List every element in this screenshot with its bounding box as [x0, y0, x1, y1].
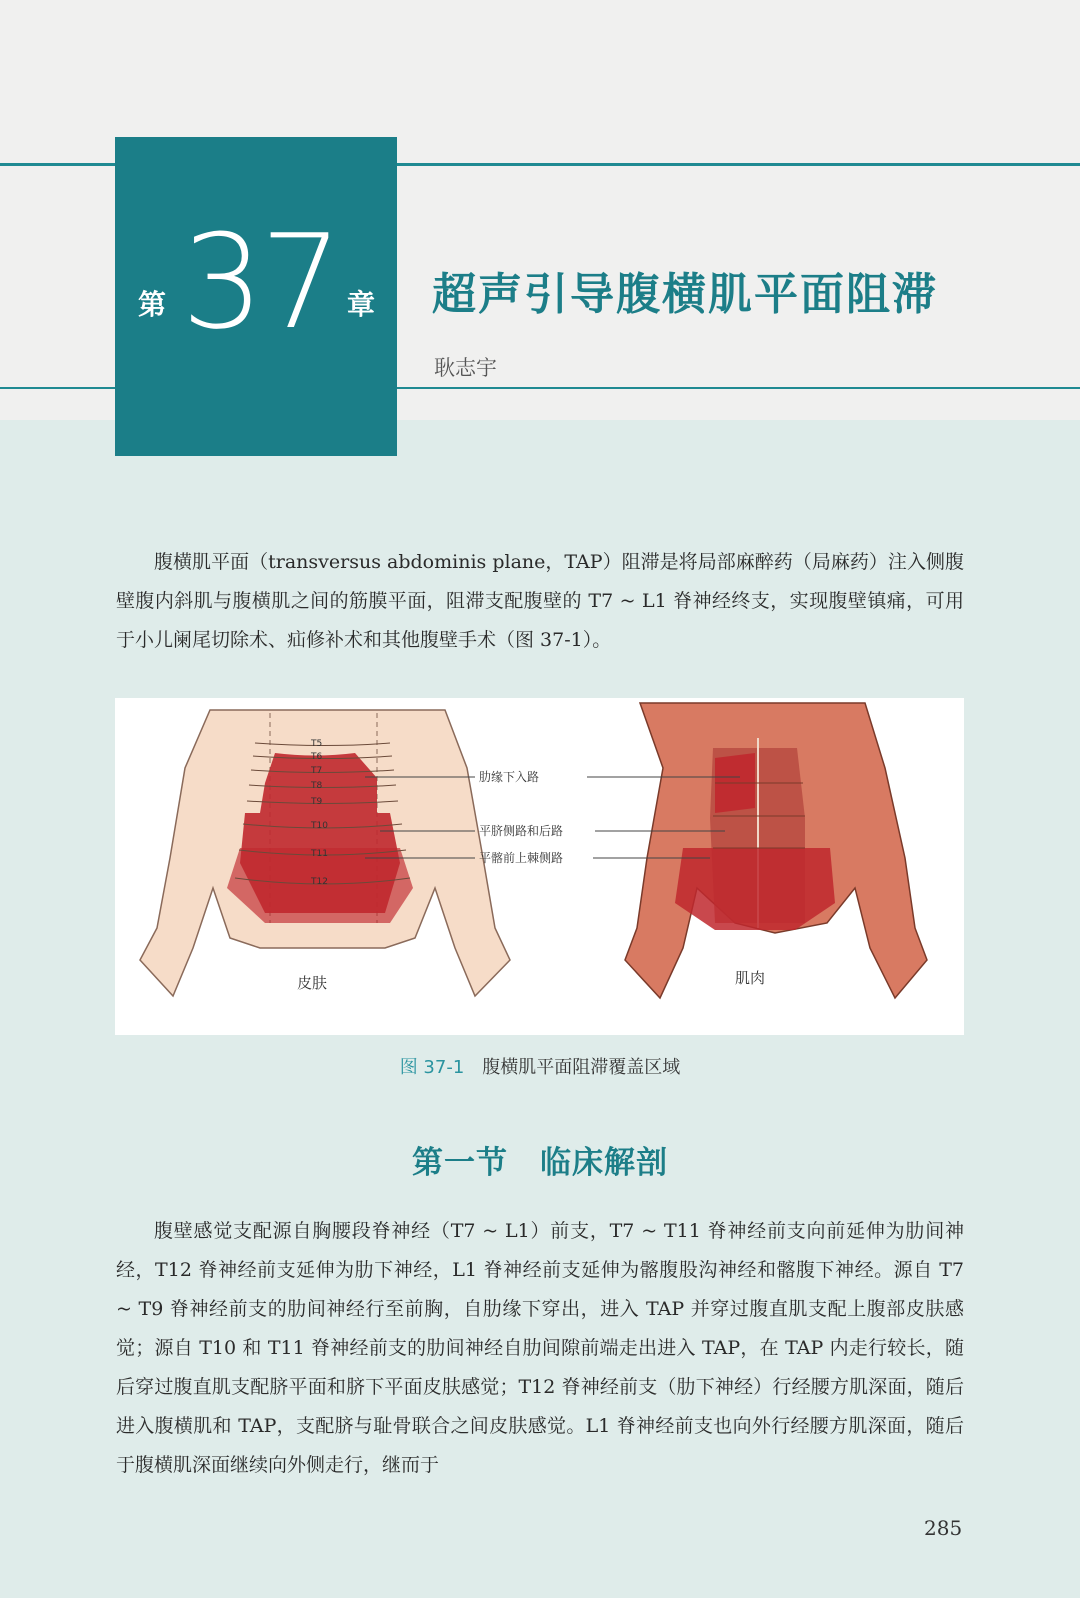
chapter-prefix: 第 — [138, 288, 167, 321]
label-iliac: 平髂前上棘侧路 — [479, 851, 564, 865]
dermatome-label: T9 — [311, 797, 323, 807]
dermatome-label: T12 — [311, 877, 328, 887]
dermatome-label: T10 — [311, 821, 328, 831]
dermatome-label: T11 — [311, 849, 328, 859]
label-subcostal: 肋缘下入路 — [479, 770, 540, 784]
dermatome-label: T6 — [311, 752, 323, 762]
chapter-suffix: 章 — [347, 288, 376, 321]
intro-paragraph: 腹横肌平面（transversus abdominis plane，TAP）阻滞是将局部麻醉药（局麻药）注入侧腹壁腹内斜肌与腹横肌之间的筋膜平面，阻滞支配腹壁的 T7 ~ L1 脊神经终支，实现腹壁镇痛，可用于小儿阑尾切除术、疝修补术和其他腹壁手术（图 37-1）。 — [116, 551, 964, 651]
approach-labels — [479, 769, 563, 865]
page-number: 285 — [924, 1516, 963, 1540]
chapter-title: 超声引导腹横肌平面阻滞 — [432, 269, 938, 320]
figure-caption-text: 腹横肌平面阻滞覆盖区域 — [482, 1057, 681, 1078]
chapter-author: 耿志宇 — [434, 356, 497, 380]
dermatome-label: T7 — [311, 766, 323, 776]
dermatome-label: T5 — [311, 739, 323, 749]
label-muscle: 肌肉 — [735, 969, 766, 987]
dermatome-label: T8 — [311, 781, 323, 791]
muscle-torso-illustration — [625, 703, 927, 998]
figure-illustration — [115, 698, 964, 1035]
label-skin: 皮肤 — [297, 974, 328, 992]
figure-caption-number: 图 37-1 — [399, 1057, 465, 1078]
figure-37-1 — [115, 698, 964, 1035]
label-umbilical: 平脐侧路和后路 — [479, 824, 564, 838]
figure-caption — [0, 1053, 1080, 1079]
anatomy-paragraph: 腹壁感觉支配源自胸腰段脊神经（T7 ~ L1）前支，T7 ~ T11 脊神经前支向前延伸为肋间神经，T12 脊神经前支延伸为肋下神经，L1 脊神经前支延伸为髂腹股沟神经和髂腹下神经。源自 T7 ~ T9 脊神经前支的肋间神经行至前胸，自肋缘下穿出，进入 TAP 并穿过腹直肌支配上腹部皮肤感觉；源自 T10 和 T11 脊神经前支的肋间神经自肋间隙前端走出进入 TAP，在 TAP 内走行较长，随后穿过腹直肌支配脐平面和脐下平面皮肤感觉；T12 脊神经前支（肋下神经）行经腰方肌深面，随后进入腹横肌和 TAP，支配脐与耻骨联合之间皮肤感觉。L1 脊神经前支也向外行经腰方肌深面，随后于腹横肌深面继续向外侧走行，继而于 — [116, 1220, 964, 1476]
chapter-number-box — [115, 137, 397, 456]
section-heading: 第一节 临床解剖 — [412, 1145, 668, 1181]
chapter-number: 37 — [181, 206, 339, 358]
